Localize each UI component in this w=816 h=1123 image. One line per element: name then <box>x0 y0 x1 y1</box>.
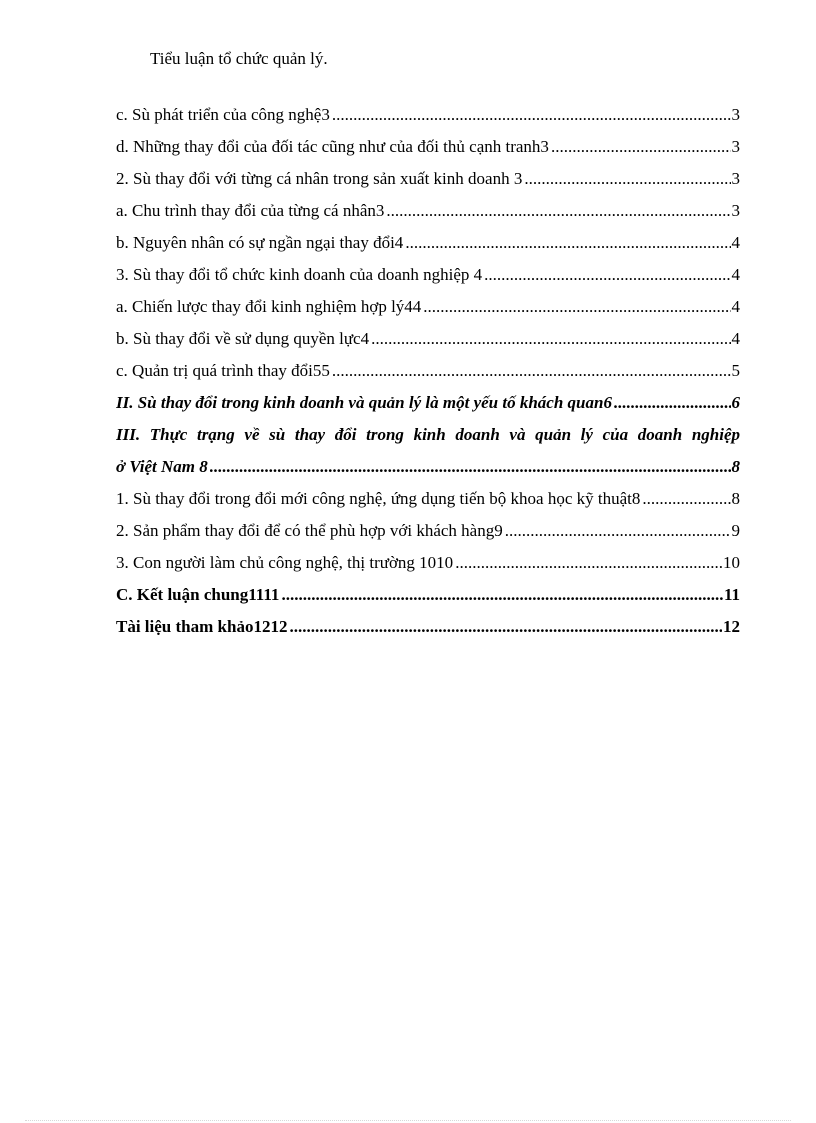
toc-entry-text: 1. Sù thay đổi trong đổi mới công nghệ, ứng dụng tiến bộ khoa học kỹ thuật8 <box>116 489 641 508</box>
toc-entry-heading-line1[interactable] <box>116 414 740 446</box>
toc-entry[interactable] <box>116 318 740 350</box>
toc-entry-text: 2. Sản phẩm thay đổi để có thể phù hợp với khách hàng9 <box>116 521 503 540</box>
toc-dot-leader <box>455 552 722 574</box>
toc-page-number: 8 <box>731 489 740 508</box>
toc-entry[interactable] <box>116 126 740 158</box>
document-header-title: Tiểu luận tổ chức quản lý. <box>150 49 328 68</box>
toc-entry-text: C. Kết luận chung1111 <box>116 585 280 604</box>
toc-dot-leader <box>210 456 731 478</box>
toc-dot-leader <box>332 104 731 126</box>
toc-entry-text: c. Sù phát triển của công nghệ3 <box>116 105 330 124</box>
toc-page-number: 6 <box>731 393 740 412</box>
toc-dot-leader <box>289 616 722 638</box>
toc-dot-leader <box>524 168 730 190</box>
toc-entry[interactable] <box>116 350 740 382</box>
toc-dot-leader <box>423 296 730 318</box>
toc-entry[interactable] <box>116 190 740 222</box>
toc-page-number: 4 <box>731 265 740 284</box>
toc-entry-text: Tài liệu tham khảo1212 <box>116 617 288 636</box>
toc-page-number: 4 <box>731 329 740 348</box>
toc-dot-leader <box>642 488 730 510</box>
toc-entry[interactable] <box>116 286 740 318</box>
toc-entry[interactable] <box>116 94 740 126</box>
toc-entry-text: a. Chu trình thay đổi của từng cá nhân3 <box>116 201 385 220</box>
toc-entry-text: a. Chiến lược thay đổi kinh nghiệm hợp lý44 <box>116 297 422 316</box>
toc-entry[interactable] <box>116 254 740 286</box>
toc-entry[interactable] <box>116 158 740 190</box>
toc-entry[interactable] <box>116 510 740 542</box>
toc-entry[interactable] <box>116 222 740 254</box>
toc-page-number: 3 <box>731 169 740 188</box>
toc-dot-leader <box>505 520 731 542</box>
toc-entry-text: 3. Sù thay đổi tổ chức kinh doanh của doanh nghiệp 4 <box>116 265 483 284</box>
toc-entry-text: 2. Sù thay đổi với từng cá nhân trong sản xuất kinh doanh 3 <box>116 169 523 188</box>
toc-entry[interactable] <box>116 542 740 574</box>
toc-entry-section[interactable] <box>116 574 740 606</box>
toc-page-number: 10 <box>723 553 740 572</box>
toc-entry-text: b. Sù thay đổi về sử dụng quyền lực4 <box>116 329 370 348</box>
toc-entry-text: b. Nguyên nhân có sự ngần ngại thay đổi4 <box>116 233 404 252</box>
toc-page-number: 4 <box>731 233 740 252</box>
page-bottom-divider <box>25 1120 791 1121</box>
table-of-contents <box>116 94 740 638</box>
toc-page-number: 5 <box>731 361 740 380</box>
toc-dot-leader <box>484 264 730 286</box>
toc-entry-section[interactable] <box>116 606 740 638</box>
toc-dot-leader <box>332 360 731 382</box>
toc-entry[interactable] <box>116 478 740 510</box>
toc-dot-leader <box>371 328 730 350</box>
toc-dot-leader <box>281 584 723 606</box>
toc-page-number: 8 <box>731 457 740 476</box>
toc-page-number: 9 <box>731 521 740 540</box>
toc-entry-heading[interactable] <box>116 382 740 414</box>
toc-entry-text: II. Sù thay đổi trong kinh doanh và quản lý là một yếu tố khách quan6 <box>116 393 612 412</box>
toc-entry-text: 3. Con người làm chủ công nghệ, thị trường 1010 <box>116 553 454 572</box>
toc-dot-leader <box>405 232 730 254</box>
toc-dot-leader <box>386 200 730 222</box>
toc-entry-text: c. Quản trị quá trình thay đổi55 <box>116 361 330 380</box>
toc-entry-text: III. Thực trạng về sù thay đổi trong kinh doanh và quản lý của doanh nghiệp <box>116 425 740 444</box>
toc-page-number: 3 <box>731 201 740 220</box>
toc-page-number: 11 <box>723 585 740 604</box>
toc-page-number: 3 <box>731 137 740 156</box>
toc-dot-leader <box>551 136 731 158</box>
toc-entry-text: d. Những thay đổi của đối tác cũng như của đối thủ cạnh tranh3 <box>116 137 549 156</box>
toc-entry-text: ở Việt Nam 8 <box>116 457 208 476</box>
toc-entry-heading-line2[interactable] <box>116 446 740 478</box>
toc-page-number: 12 <box>723 617 740 636</box>
toc-page-number: 3 <box>731 105 740 124</box>
toc-dot-leader <box>614 392 731 414</box>
toc-page-number: 4 <box>731 297 740 316</box>
